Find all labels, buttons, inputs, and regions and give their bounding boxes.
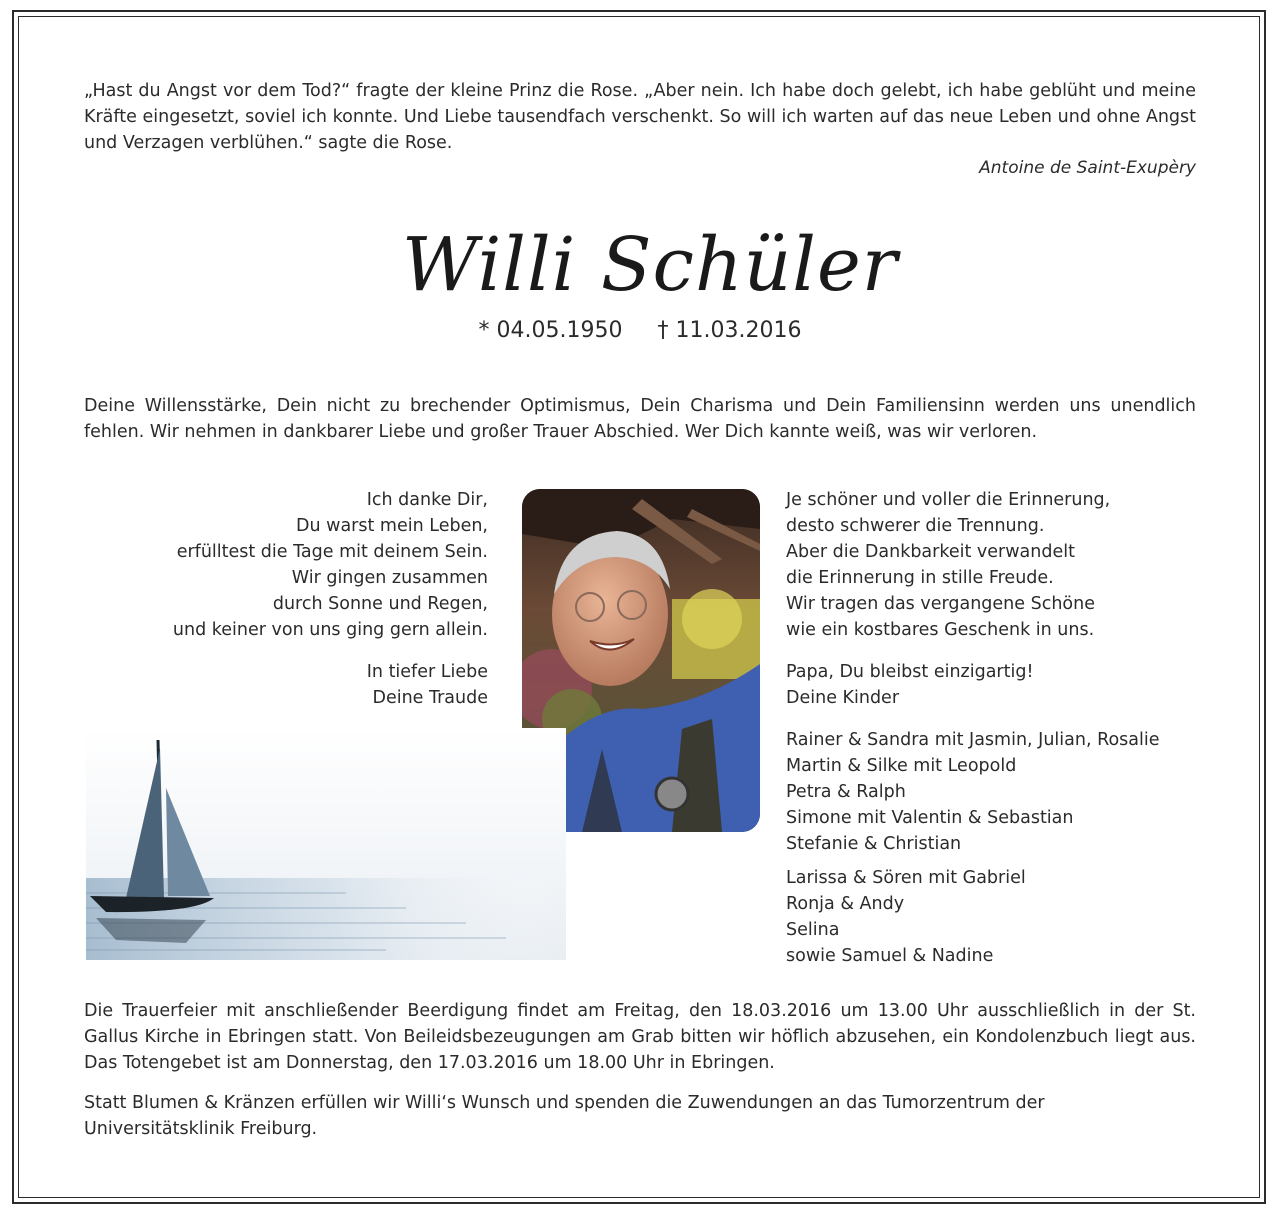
left-poem-line: und keiner von uns ging gern allein. — [172, 620, 488, 640]
life-dates — [0, 318, 1280, 343]
family-member-line: Stefanie & Christian — [786, 834, 962, 854]
left-poem-line: Ich danke Dir, — [366, 490, 488, 510]
family-member-line: Simone mit Valentin & Sebastian — [786, 808, 1074, 828]
family-member-line: Ronja & Andy — [786, 894, 905, 914]
right-poem-line: Aber die Dankbarkeit verwandelt — [786, 542, 1075, 562]
left-signature-line: In tiefer Liebe — [366, 662, 488, 682]
right-poem-line: wie ein kostbares Geschenk in uns. — [786, 620, 1095, 640]
right-poem-line: Je schöner und voller die Erinnerung, — [786, 490, 1111, 510]
right-signature-line: Deine Kinder — [786, 688, 900, 708]
right-poem-line: Wir tragen das vergangene Schöne — [786, 594, 1095, 614]
donation-info: Statt Blumen & Kränzen erfüllen wir Willi‘s Wunsch und spenden die Zuwendungen an das Tumorzentrum der Universitätsklinik Freiburg. — [84, 1093, 1045, 1139]
family-member-line: Larissa & Sören mit Gabriel — [786, 868, 1026, 888]
funeral-info: Die Trauerfeier mit anschließender Beerdigung findet am Freitag, den 18.03.2016 um 13.00 Uhr ausschließlich in der St. Gallus Kirche in Ebringen statt. Von Beileidsbezeugungen am Grab bitten wir höflich abzusehen, ein Kondolenzbuch liegt aus. Das Totengebet ist am Donnerstag, den 17.03.2016 um 18.00 Uhr in Ebringen. — [84, 1001, 1196, 1073]
right-signature-line: Papa, Du bleibst einzigartig! — [786, 662, 1034, 682]
right-poem-line: die Erinnerung in stille Freude. — [786, 568, 1054, 588]
deceased-name: Willi Schüler — [401, 222, 899, 308]
quote-author: Antoine de Saint-Exupèry — [979, 158, 1196, 178]
family-member-line: Martin & Silke mit Leopold — [786, 756, 1017, 776]
death-date: † 11.03.2016 — [657, 318, 802, 343]
right-column — [786, 487, 1216, 969]
family-member-line: Petra & Ralph — [786, 782, 906, 802]
right-poem-line: desto schwerer die Trennung. — [786, 516, 1045, 536]
left-poem-line: durch Sonne und Regen, — [272, 594, 488, 614]
sailboat-image — [86, 728, 566, 960]
quote-text: „Hast du Angst vor dem Tod?“ fragte der kleine Prinz die Rose. „Aber nein. Ich habe doch gelebt, ich habe geblüht und meine Kräfte eingesetzt, soviel ich konnte. Und Liebe tausendfach verschenkt. So will ich warten auf das neue Leben und ohne Angst und Verzagen verblühen.“ sagte die Rose. — [84, 81, 1196, 153]
intro-text: Deine Willensstärke, Dein nicht zu brechender Optimismus, Dein Charisma und Dein Familiensinn werden uns unendlich fehlen. Wir nehmen in dankbarer Liebe und großer Trauer Abschied. Wer Dich kannte weiß, was wir verloren. — [84, 396, 1196, 442]
left-signature-line: Deine Traude — [372, 688, 488, 708]
left-poem-line: Wir gingen zusammen — [291, 568, 488, 588]
left-poem-line: Du warst mein Leben, — [296, 516, 488, 536]
family-member-line: sowie Samuel & Nadine — [786, 946, 994, 966]
birth-date: * 04.05.1950 — [478, 318, 623, 343]
left-poem-line: erfülltest die Tage mit deinem Sein. — [176, 542, 488, 562]
family-member-line: Rainer & Sandra mit Jasmin, Julian, Rosalie — [786, 730, 1160, 750]
family-member-line: Selina — [786, 920, 840, 940]
